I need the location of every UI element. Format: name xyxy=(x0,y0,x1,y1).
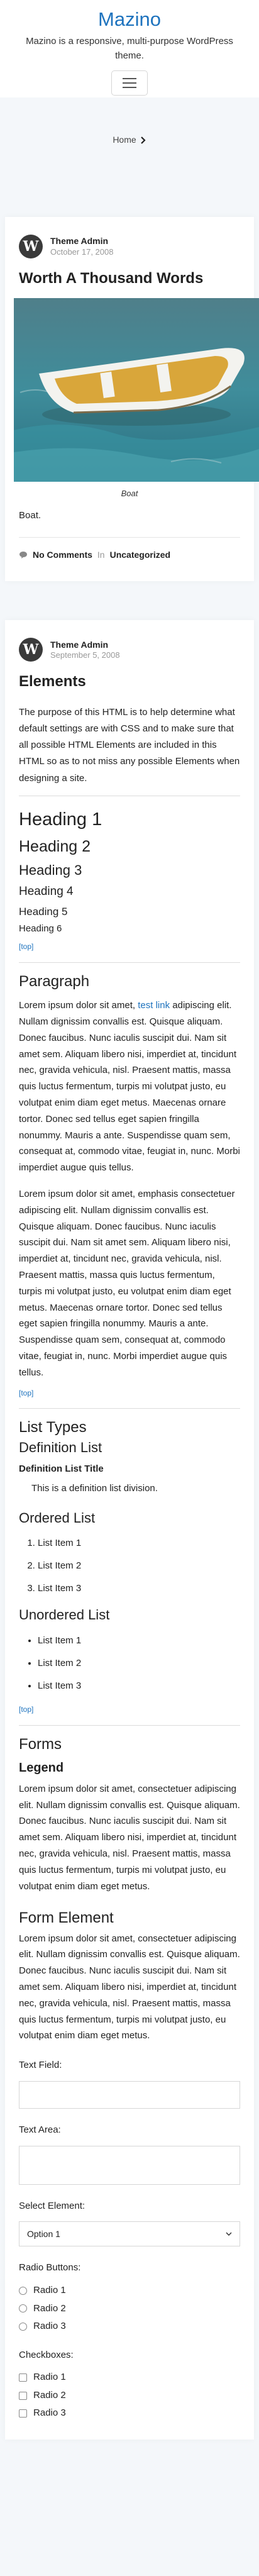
boat-image[interactable] xyxy=(14,298,259,482)
post-title[interactable]: Elements xyxy=(19,673,86,691)
ordered-list xyxy=(19,1532,240,1600)
checkbox-group xyxy=(19,2370,240,2421)
definition-list-title: Definition List xyxy=(19,1439,102,1455)
radio-text: Radio 3 xyxy=(33,2321,66,2332)
author-name[interactable]: Theme Admin xyxy=(50,639,109,650)
legend: Legend xyxy=(19,1760,64,1775)
heading-3: Heading 3 xyxy=(19,862,82,878)
heading-5: Heading 5 xyxy=(19,905,68,918)
checkbox-option[interactable] xyxy=(19,2389,240,2403)
site-description: Mazino is a responsive, multi-purpose WordPress theme. xyxy=(26,36,233,61)
hamburger-icon xyxy=(123,78,136,79)
divider xyxy=(19,1408,240,1409)
breadcrumb xyxy=(0,97,259,182)
definition-description: This is a definition list division. xyxy=(31,1482,158,1494)
divider xyxy=(19,1725,240,1726)
select-label: Select Element: xyxy=(19,2200,85,2211)
chevron-right-icon xyxy=(140,136,146,144)
site-header xyxy=(0,0,259,97)
in-label: In xyxy=(97,550,105,560)
text-field[interactable] xyxy=(19,2081,240,2109)
list-item: 2. List Item 2 xyxy=(38,1555,240,1577)
paragraph-1 xyxy=(19,997,240,1176)
post-author xyxy=(19,235,240,258)
checkbox[interactable] xyxy=(19,2392,27,2400)
menu-toggle-button[interactable] xyxy=(111,70,148,96)
radio-text: Radio 1 xyxy=(33,2285,66,2296)
text-area[interactable] xyxy=(19,2146,240,2185)
post-author xyxy=(19,638,240,662)
breadcrumb-home-link[interactable]: Home xyxy=(113,134,136,145)
checkbox[interactable] xyxy=(19,2409,27,2418)
comment-icon xyxy=(19,551,28,559)
site-title[interactable]: Mazino xyxy=(98,8,161,30)
post-card-elements xyxy=(5,620,254,2439)
radio-option[interactable] xyxy=(19,2319,240,2334)
post-excerpt: Boat. xyxy=(19,509,41,521)
select-element[interactable] xyxy=(19,2221,240,2246)
post-intro: The purpose of this HTML is to help determine what default settings are with CSS and to make sure that all possible HTML Elements are included in this HTML so as to not miss any possible Elements when designing a site. xyxy=(19,706,240,784)
list-item: 1. List Item 1 xyxy=(38,1532,240,1555)
checkbox-text: Radio 3 xyxy=(33,2407,66,2419)
checkbox-text: Radio 1 xyxy=(33,2372,66,2383)
post-date[interactable]: October 17, 2008 xyxy=(50,247,114,257)
list-types-title: List Types xyxy=(19,1419,87,1436)
divider xyxy=(19,962,240,963)
radio-text: Radio 2 xyxy=(33,2302,66,2314)
paragraph-text: adipiscing elit. Nullam dignissim convallis est. Quisque aliquam. Donec faucibus. Nunc iaculis suscipit dui. Nam sit amet sem. Aliquam libero nisi, imperdiet at, tincidunt nec, gravida vehicula, nisl. Praesent mattis, massa quis luctus fermentum, turpis mi volutpat justo, eu volutpat enim diam eget metus. Maecenas ornare tortor. Donec sed tellus eget sapien fringilla nonummy. Mauris a ante. Suspendisse quam sem, consequat at, commodo vitae, feugiat in, nunc. Morbi imperdiet augue quis tellus. xyxy=(19,1000,240,1174)
top-link[interactable]: [top] xyxy=(19,1704,34,1714)
checkbox-option[interactable] xyxy=(19,2406,240,2421)
wordpress-logo-icon: W xyxy=(19,235,43,258)
text-field-label: Text Field: xyxy=(19,2060,62,2071)
heading-6: Heading 6 xyxy=(19,923,62,935)
test-link[interactable]: test link xyxy=(138,1000,170,1011)
radio-button[interactable] xyxy=(19,2287,27,2295)
post-date[interactable]: September 5, 2008 xyxy=(50,650,120,660)
paragraph-text: Lorem ipsum dolor sit amet, xyxy=(19,1000,138,1011)
paragraph-title: Paragraph xyxy=(19,973,90,991)
radio-button[interactable] xyxy=(19,2304,27,2312)
radio-option[interactable] xyxy=(19,2302,240,2316)
heading-2: Heading 2 xyxy=(19,837,91,855)
radio-button[interactable] xyxy=(19,2323,27,2331)
radio-option[interactable] xyxy=(19,2284,240,2298)
chevron-down-icon xyxy=(226,2232,232,2236)
unordered-list-title: Unordered List xyxy=(19,1607,110,1623)
author-name[interactable]: Theme Admin xyxy=(50,236,109,247)
post-title[interactable]: Worth A Thousand Words xyxy=(19,270,204,287)
list-item: 3. List Item 3 xyxy=(38,1577,240,1600)
heading-1: Heading 1 xyxy=(19,809,102,830)
checkbox-option[interactable] xyxy=(19,2370,240,2385)
forms-title: Forms xyxy=(19,1735,62,1753)
list-item: • List Item 3 xyxy=(38,1675,240,1697)
list-item: • List Item 2 xyxy=(38,1652,240,1675)
legend-text: Lorem ipsum dolor sit amet, consectetuer adipiscing elit. Nullam dignissim convallis est. Quisque aliquam. Donec faucibus. Nunc iaculis suscipit dui. Nam sit amet sem. Aliquam libero nisi, imperdiet at, tincidunt nec, gravida vehicula, nisl. Praesent mattis, massa quis luctus fermentum, turpis mi volutpat justo, eu volutpat enim diam eget metus. xyxy=(19,1783,240,1892)
definition-term: Definition List Title xyxy=(19,1463,104,1475)
ordered-list-title: Ordered List xyxy=(19,1509,96,1526)
radio-label: Radio Buttons: xyxy=(19,2262,81,2273)
post-card-boat xyxy=(5,217,254,581)
checkbox-label: Checkboxes: xyxy=(19,2349,74,2360)
list-item: • List Item 1 xyxy=(38,1629,240,1652)
comments-link[interactable]: No Comments xyxy=(33,550,92,560)
post-meta xyxy=(19,537,240,562)
image-caption: Boat xyxy=(121,489,138,499)
heading-4: Heading 4 xyxy=(19,885,74,899)
checkbox[interactable] xyxy=(19,2373,27,2382)
wordpress-logo-icon: W xyxy=(19,638,43,662)
category-link[interactable]: Uncategorized xyxy=(109,550,171,560)
unordered-list xyxy=(19,1629,240,1697)
form-element-text: Lorem ipsum dolor sit amet, consectetuer adipiscing elit. Nullam dignissim convallis est. Quisque aliquam. Donec faucibus. Nunc iaculis suscipit dui. Nam sit amet sem. Aliquam libero nisi, imperdiet at, tincidunt nec, gravida vehicula, nisl. Praesent mattis, massa quis luctus fermentum, turpis mi volutpat justo, eu volutpat enim diam eget metus. xyxy=(19,1933,240,2041)
top-link[interactable]: [top] xyxy=(19,1388,34,1397)
select-value: Option 1 xyxy=(27,2228,60,2239)
form-element-title: Form Element xyxy=(19,1909,114,1927)
radio-group xyxy=(19,2284,240,2334)
main-content xyxy=(0,182,259,2576)
paragraph-2: Lorem ipsum dolor sit amet, emphasis consectetuer adipiscing elit. Nullam dignissim convallis est. Quisque aliquam. Donec faucibus. Nunc iaculis suscipit dui. Nam sit amet sem. Aliquam libero nisi, imperdiet at, tincidunt nec, gravida vehicula, nisl. Praesent mattis, massa quis luctus fermentum, turpis mi volutpat justo, eu volutpat enim diam eget metus. Maecenas ornare tortor. Donec sed tellus eget sapien fringilla nonummy. Mauris a ante. Suspendisse quam sem, consequat at, commodo vitae, feugiat in, nunc. Morbi imperdiet augue quis tellus. xyxy=(19,1189,235,1378)
checkbox-text: Radio 2 xyxy=(33,2389,66,2401)
top-link[interactable]: [top] xyxy=(19,942,34,952)
text-area-label: Text Area: xyxy=(19,2124,61,2135)
